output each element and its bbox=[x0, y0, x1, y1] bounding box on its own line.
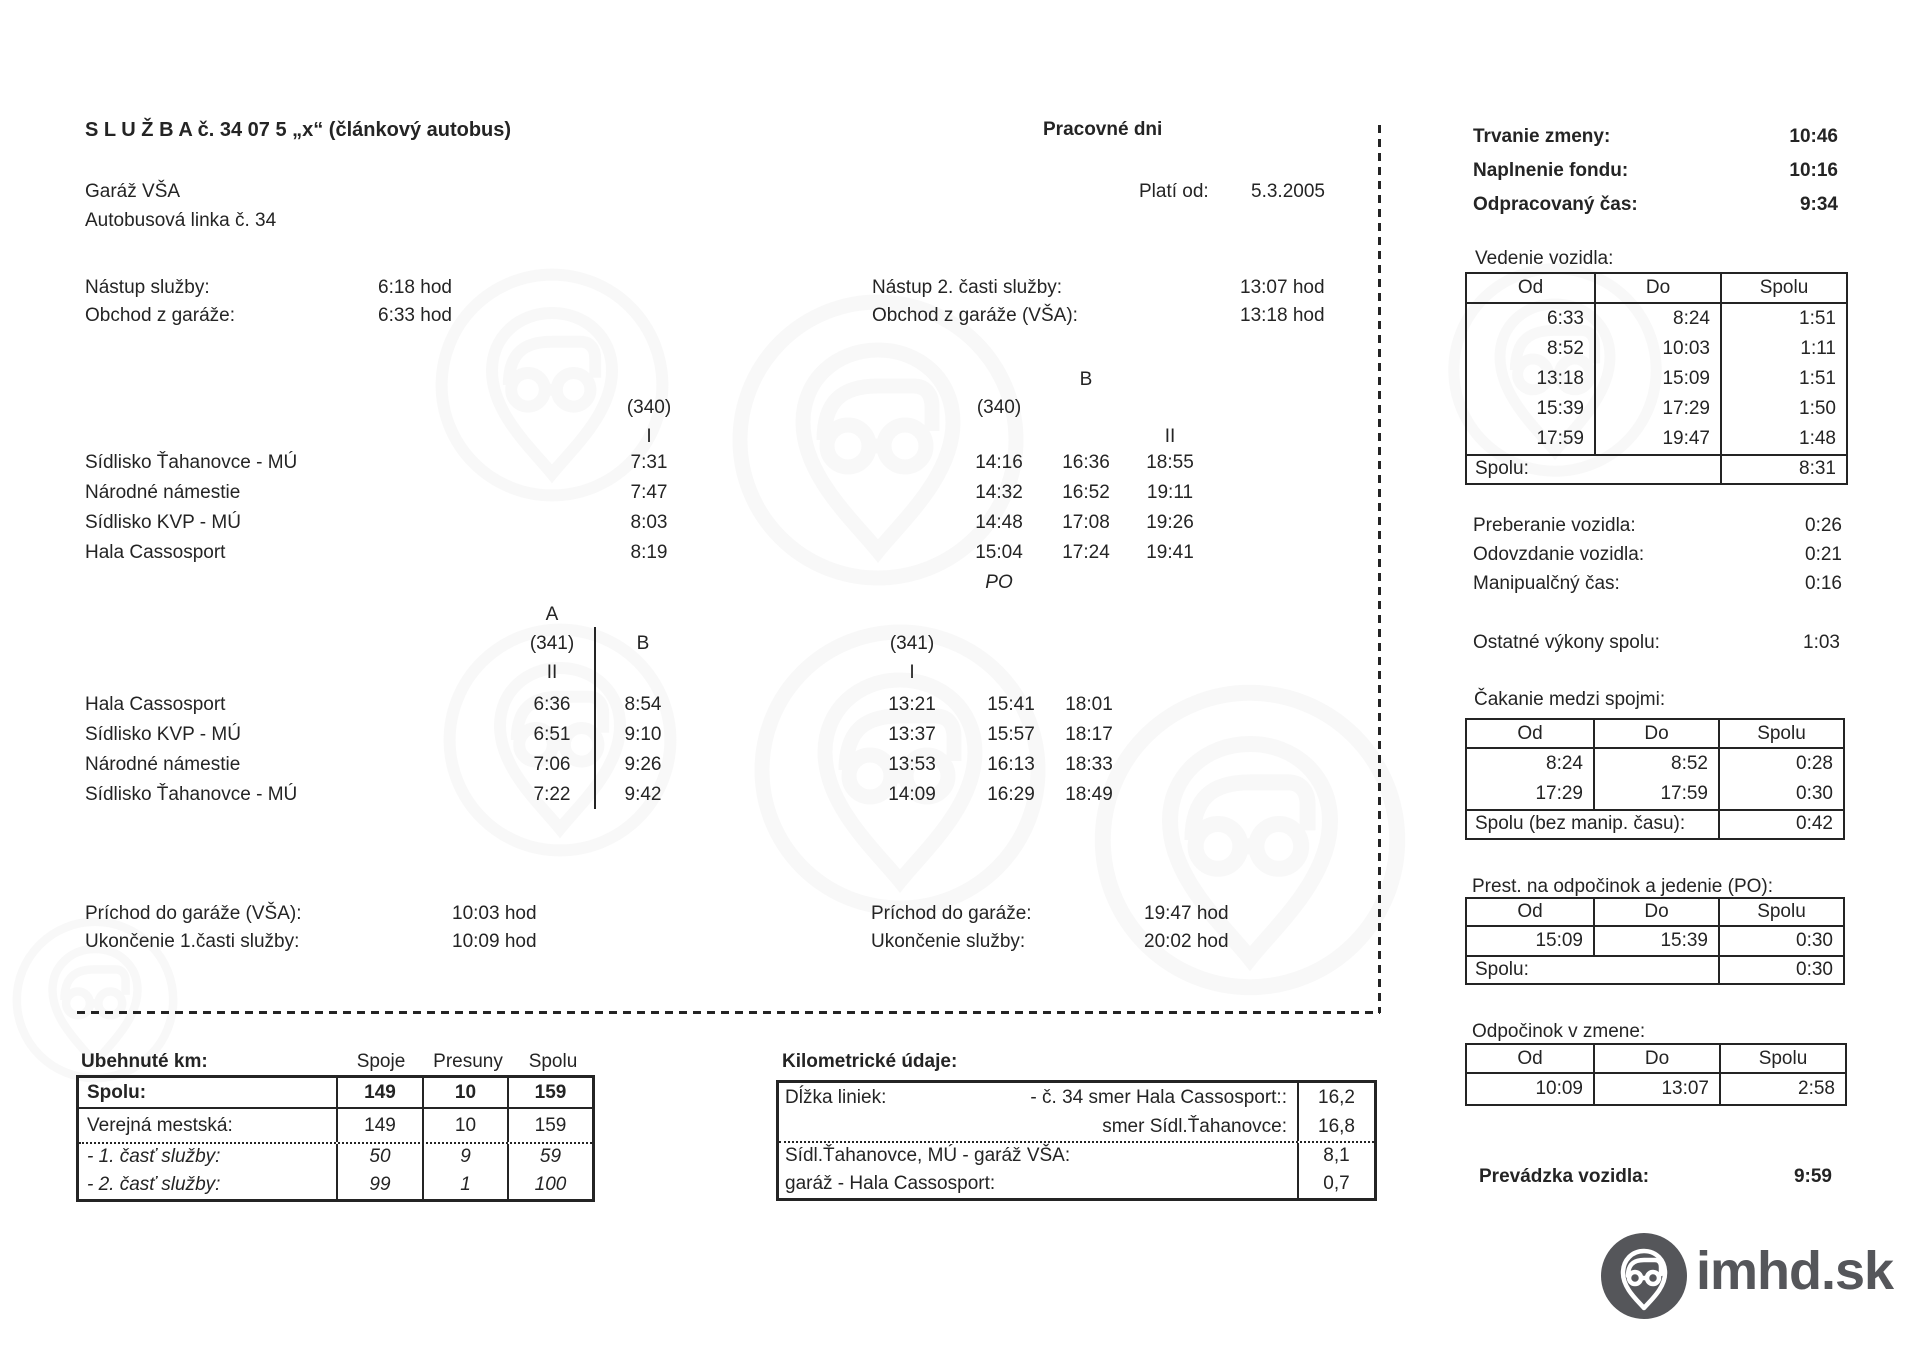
break-table bbox=[1465, 897, 1845, 985]
spolu-value: 1:11 bbox=[1720, 334, 1846, 364]
spolu-value: 2:58 bbox=[1719, 1074, 1845, 1104]
col-header-spolu: Spolu bbox=[1718, 720, 1843, 747]
driving-row bbox=[1467, 424, 1846, 454]
km-row-spolu: 159 bbox=[507, 1078, 592, 1107]
rest-table-title: Odpočinok v zmene: bbox=[1472, 1021, 1646, 1042]
driving-table bbox=[1465, 272, 1848, 485]
time: 18:33 bbox=[1065, 754, 1113, 775]
valid-from-label: Platí od: bbox=[1139, 181, 1209, 202]
part2-arrive-label: Príchod do garáže: bbox=[871, 903, 1032, 924]
km-table-row bbox=[79, 1109, 592, 1142]
col-header-spolu: Spolu bbox=[1720, 274, 1846, 302]
km-data-row bbox=[779, 1141, 1374, 1169]
km-row-spolu: 159 bbox=[507, 1109, 592, 1142]
shift-duration-value: 10:46 bbox=[1789, 126, 1838, 147]
part1-arrive-label: Príchod do garáže (VŠA): bbox=[85, 903, 302, 924]
timetable1-times-col4 bbox=[1135, 448, 1205, 568]
km-data-row1-label: Dĺžka liniek: bbox=[785, 1087, 887, 1108]
waiting-row bbox=[1467, 749, 1843, 779]
timetable2-service-a: A bbox=[545, 604, 559, 625]
timetable2-route-c: (341) bbox=[889, 633, 935, 654]
spolu-value: 1:50 bbox=[1720, 394, 1846, 424]
time: 14:32 bbox=[975, 482, 1023, 503]
time: 9:10 bbox=[624, 724, 662, 745]
time: 8:54 bbox=[624, 694, 662, 715]
vehicle-operation-value: 9:59 bbox=[1793, 1166, 1832, 1187]
fund-fill-label: Naplnenie fondu: bbox=[1473, 160, 1629, 181]
break-total-label: Spolu: bbox=[1475, 959, 1529, 980]
part2-end-label: Ukončenie služby: bbox=[871, 931, 1026, 952]
col-header-od: Od bbox=[1517, 901, 1543, 922]
stop-name: Sídlisko Ťahanovce - MÚ bbox=[85, 452, 298, 473]
time: 7:31 bbox=[630, 452, 668, 473]
driving-row bbox=[1467, 334, 1846, 364]
km-row-label: - 1. časť služby: bbox=[87, 1146, 221, 1168]
time: 16:36 bbox=[1062, 452, 1110, 473]
km-row-label: Verejná mestská: bbox=[87, 1115, 233, 1137]
imhd-logo-text: imhd.sk bbox=[1696, 1241, 1894, 1301]
spolu-value: 0:28 bbox=[1718, 749, 1843, 779]
part2-start-value: 13:07 hod bbox=[1240, 277, 1325, 298]
part2-end-value: 20:02 hod bbox=[1144, 931, 1229, 952]
waiting-total-value: 0:42 bbox=[1718, 811, 1843, 838]
manipulation-value: 0:16 bbox=[1805, 573, 1842, 594]
timetable1-dir-2: II bbox=[1164, 426, 1176, 447]
time: 15:04 bbox=[975, 542, 1023, 563]
break-row bbox=[1467, 927, 1843, 955]
km-row-label: - 2. časť služby: bbox=[87, 1173, 221, 1195]
time: 18:01 bbox=[1065, 694, 1113, 715]
driving-row bbox=[1467, 394, 1846, 424]
km-data-row3-label: Sídl.Ťahanovce, MÚ - garáž VŠA: bbox=[785, 1145, 1071, 1166]
od-value: 8:24 bbox=[1546, 753, 1583, 774]
takeover-label: Preberanie vozidla: bbox=[1473, 515, 1636, 536]
do-value: 17:29 bbox=[1594, 394, 1720, 424]
km-data-row3-value: 8,1 bbox=[1297, 1143, 1374, 1169]
driving-total-label: Spolu: bbox=[1475, 458, 1529, 479]
time: 17:08 bbox=[1062, 512, 1110, 533]
worked-time-label: Odpracovaný čas: bbox=[1473, 194, 1638, 215]
vehicle-operation-label: Prevádzka vozidla: bbox=[1479, 1166, 1650, 1187]
time: 18:55 bbox=[1146, 452, 1194, 473]
part1-end-label: Ukončenie 1.časti služby: bbox=[85, 931, 300, 952]
km-table-row bbox=[79, 1142, 592, 1170]
time: 17:24 bbox=[1062, 542, 1110, 563]
od-value: 15:09 bbox=[1535, 930, 1583, 951]
km-row-spoje: 50 bbox=[336, 1144, 422, 1170]
part1-start-label: Nástup služby: bbox=[85, 277, 210, 298]
km-table-header-spoje: Spoje bbox=[356, 1051, 406, 1072]
part2-depart-value: 13:18 hod bbox=[1240, 305, 1325, 326]
takeover-value: 0:26 bbox=[1805, 515, 1842, 536]
stop-name: Národné námestie bbox=[85, 754, 241, 775]
stop-name: Hala Cassosport bbox=[85, 694, 226, 715]
do-value: 17:59 bbox=[1593, 779, 1718, 809]
driving-total-value: 8:31 bbox=[1720, 456, 1846, 483]
day-type: Pracovné dni bbox=[1043, 119, 1163, 140]
km-row-presuny: 10 bbox=[422, 1078, 507, 1107]
km-table-header-spolu: Spolu bbox=[528, 1051, 578, 1072]
do-value: 10:03 bbox=[1594, 334, 1720, 364]
time: 18:49 bbox=[1065, 784, 1113, 805]
od-value: 6:33 bbox=[1547, 308, 1584, 329]
do-value: 15:09 bbox=[1594, 364, 1720, 394]
stop-name: Sídlisko Ťahanovce - MÚ bbox=[85, 784, 298, 805]
part1-depart-value: 6:33 hod bbox=[378, 305, 452, 326]
waiting-total-label: Spolu (bez manip. času): bbox=[1475, 813, 1686, 834]
km-data-title: Kilometrické údaje: bbox=[782, 1051, 958, 1072]
part2-arrive-value: 19:47 hod bbox=[1144, 903, 1229, 924]
other-total-value: 1:03 bbox=[1803, 632, 1840, 653]
handover-value: 0:21 bbox=[1805, 544, 1842, 565]
time: 14:16 bbox=[975, 452, 1023, 473]
timetable1-times-col3 bbox=[1051, 448, 1121, 568]
timetable1-route-1: (340) bbox=[626, 397, 672, 418]
col-header-do: Do bbox=[1593, 899, 1718, 925]
od-value: 15:39 bbox=[1536, 398, 1584, 419]
km-row-presuny: 10 bbox=[422, 1109, 507, 1142]
time: 6:36 bbox=[533, 694, 571, 715]
timetable1-po-note: PO bbox=[985, 572, 1013, 593]
stop-name: Národné námestie bbox=[85, 482, 241, 503]
line-name: Autobusová linka č. 34 bbox=[85, 210, 277, 231]
km-data-row bbox=[779, 1083, 1374, 1112]
time: 14:09 bbox=[888, 784, 936, 805]
driving-row bbox=[1467, 304, 1846, 334]
time: 15:41 bbox=[987, 694, 1035, 715]
col-header-od: Od bbox=[1517, 277, 1544, 298]
part2-start-label: Nástup 2. časti služby: bbox=[872, 277, 1063, 298]
od-value: 10:09 bbox=[1535, 1078, 1583, 1099]
km-row-spoje: 149 bbox=[336, 1078, 422, 1107]
km-table-title: Ubehnuté km: bbox=[81, 1051, 208, 1072]
timetable1-times-col2 bbox=[964, 448, 1034, 568]
timetable2-dir-a: II bbox=[546, 662, 558, 683]
do-value: 19:47 bbox=[1594, 424, 1720, 454]
horizontal-divider bbox=[77, 1011, 1380, 1014]
waiting-table-title: Čakanie medzi spojmi: bbox=[1474, 689, 1666, 710]
do-value: 8:24 bbox=[1594, 304, 1720, 334]
stop-name: Sídlisko KVP - MÚ bbox=[85, 724, 241, 745]
col-header-do: Do bbox=[1594, 274, 1720, 302]
timetable1-stops bbox=[85, 448, 297, 568]
timetable2-service-b: B bbox=[636, 633, 650, 654]
km-row-presuny: 1 bbox=[422, 1171, 507, 1199]
service-title: S L U Ž B A č. 34 07 5 „x“ (článkový autobus) bbox=[85, 119, 512, 141]
km-row-spolu: 59 bbox=[507, 1144, 592, 1170]
od-value: 13:18 bbox=[1536, 368, 1584, 389]
col-header-od: Od bbox=[1517, 723, 1543, 744]
km-data-row2-sub: smer Sídl.Ťahanovce: bbox=[1102, 1116, 1287, 1137]
timetable1-dir-1: I bbox=[646, 426, 652, 447]
col-header-do: Do bbox=[1593, 720, 1718, 747]
km-row-presuny: 9 bbox=[422, 1144, 507, 1170]
break-table-title: Prest. na odpočinok a jedenie (PO): bbox=[1472, 876, 1774, 897]
time: 19:26 bbox=[1146, 512, 1194, 533]
imhd-logo-icon bbox=[1600, 1232, 1688, 1320]
km-data-row4-value: 0,7 bbox=[1297, 1169, 1374, 1198]
imhd-watermark bbox=[1090, 680, 1410, 1000]
km-data-table bbox=[776, 1080, 1377, 1201]
col-header-do: Do bbox=[1593, 1045, 1719, 1072]
do-value: 15:39 bbox=[1593, 927, 1718, 955]
other-total-label: Ostatné výkony spolu: bbox=[1473, 632, 1660, 653]
km-data-row bbox=[779, 1169, 1374, 1198]
part2-depart-label: Obchod z garáže (VŠA): bbox=[872, 305, 1078, 326]
timetable1-service-b: B bbox=[1079, 369, 1093, 390]
spolu-value: 1:51 bbox=[1720, 304, 1846, 334]
km-data-row2-value: 16,8 bbox=[1297, 1112, 1374, 1141]
time: 6:51 bbox=[533, 724, 571, 745]
spolu-value: 1:48 bbox=[1720, 424, 1846, 454]
time: 13:37 bbox=[888, 724, 936, 745]
time: 13:53 bbox=[888, 754, 936, 775]
time: 9:42 bbox=[624, 784, 662, 805]
timetable2-times-col1 bbox=[877, 690, 947, 810]
part1-start-value: 6:18 hod bbox=[378, 277, 452, 298]
time: 19:41 bbox=[1146, 542, 1194, 563]
spolu-value: 0:30 bbox=[1718, 779, 1843, 809]
vertical-divider bbox=[1378, 125, 1381, 1013]
time: 18:17 bbox=[1065, 724, 1113, 745]
km-table-row bbox=[79, 1171, 592, 1199]
km-table-header-presuny: Presuny bbox=[433, 1051, 503, 1072]
fund-fill-value: 10:16 bbox=[1789, 160, 1838, 181]
manipulation-label: Manipualčný čas: bbox=[1473, 573, 1620, 594]
km-data-row bbox=[779, 1112, 1374, 1141]
garage-name: Garáž VŠA bbox=[85, 181, 181, 202]
do-value: 8:52 bbox=[1593, 749, 1718, 779]
shift-duration-label: Trvanie zmeny: bbox=[1473, 126, 1611, 147]
time: 7:22 bbox=[533, 784, 571, 805]
km-data-row4-label: garáž - Hala Cassosport: bbox=[785, 1173, 996, 1194]
km-data-row1-value: 16,2 bbox=[1297, 1083, 1374, 1112]
waiting-row bbox=[1467, 779, 1843, 809]
time: 16:29 bbox=[987, 784, 1035, 805]
spolu-value: 0:30 bbox=[1718, 927, 1843, 955]
km-row-label: Spolu: bbox=[87, 1082, 147, 1103]
do-value: 13:07 bbox=[1593, 1074, 1719, 1104]
driving-row bbox=[1467, 364, 1846, 394]
time: 14:48 bbox=[975, 512, 1023, 533]
waiting-table bbox=[1465, 718, 1845, 840]
time: 9:26 bbox=[624, 754, 662, 775]
col-header-spolu: Spolu bbox=[1718, 899, 1843, 925]
rest-row bbox=[1467, 1074, 1845, 1104]
timetable2-times-colB bbox=[608, 690, 678, 810]
km-table bbox=[76, 1075, 595, 1202]
time: 16:13 bbox=[987, 754, 1035, 775]
stop-name: Sídlisko KVP - MÚ bbox=[85, 512, 241, 533]
timetable2-stops bbox=[85, 690, 297, 810]
time: 16:52 bbox=[1062, 482, 1110, 503]
km-row-spolu: 100 bbox=[507, 1171, 592, 1199]
handover-label: Odovzdanie vozidla: bbox=[1473, 544, 1645, 565]
timetable1-route-2: (340) bbox=[976, 397, 1022, 418]
time: 8:03 bbox=[630, 512, 668, 533]
timetable1-times-col1 bbox=[614, 448, 684, 568]
time: 8:19 bbox=[630, 542, 668, 563]
worked-time-value: 9:34 bbox=[1799, 194, 1838, 215]
timetable2-column-divider bbox=[594, 627, 596, 809]
time: 15:57 bbox=[987, 724, 1035, 745]
col-header-spolu: Spolu bbox=[1719, 1045, 1845, 1072]
od-value: 8:52 bbox=[1547, 338, 1584, 359]
time: 7:06 bbox=[533, 754, 571, 775]
rest-table bbox=[1465, 1043, 1847, 1106]
col-header-od: Od bbox=[1517, 1048, 1543, 1069]
stop-name: Hala Cassosport bbox=[85, 542, 226, 563]
time: 7:47 bbox=[630, 482, 668, 503]
km-table-row bbox=[79, 1078, 592, 1109]
timetable2-dir-c: I bbox=[909, 662, 915, 683]
timetable2-times-col3 bbox=[1054, 690, 1124, 810]
od-value: 17:29 bbox=[1535, 783, 1583, 804]
time: 19:11 bbox=[1146, 482, 1194, 503]
part1-end-value: 10:09 hod bbox=[452, 931, 537, 952]
od-value: 17:59 bbox=[1536, 428, 1584, 449]
timetable2-times-col2 bbox=[976, 690, 1046, 810]
km-data-row1-sub: - č. 34 smer Hala Cassosport:: bbox=[1030, 1087, 1287, 1108]
spolu-value: 1:51 bbox=[1720, 364, 1846, 394]
timetable2-route-a: (341) bbox=[529, 633, 575, 654]
driving-table-title: Vedenie vozidla: bbox=[1475, 248, 1614, 269]
part1-depart-label: Obchod z garáže: bbox=[85, 305, 235, 326]
part1-arrive-value: 10:03 hod bbox=[452, 903, 537, 924]
time: 13:21 bbox=[888, 694, 936, 715]
valid-from-value: 5.3.2005 bbox=[1251, 181, 1325, 202]
km-row-spoje: 99 bbox=[336, 1171, 422, 1199]
timetable2-times-colA bbox=[517, 690, 587, 810]
km-row-spoje: 149 bbox=[336, 1109, 422, 1142]
break-total-value: 0:30 bbox=[1718, 957, 1843, 983]
